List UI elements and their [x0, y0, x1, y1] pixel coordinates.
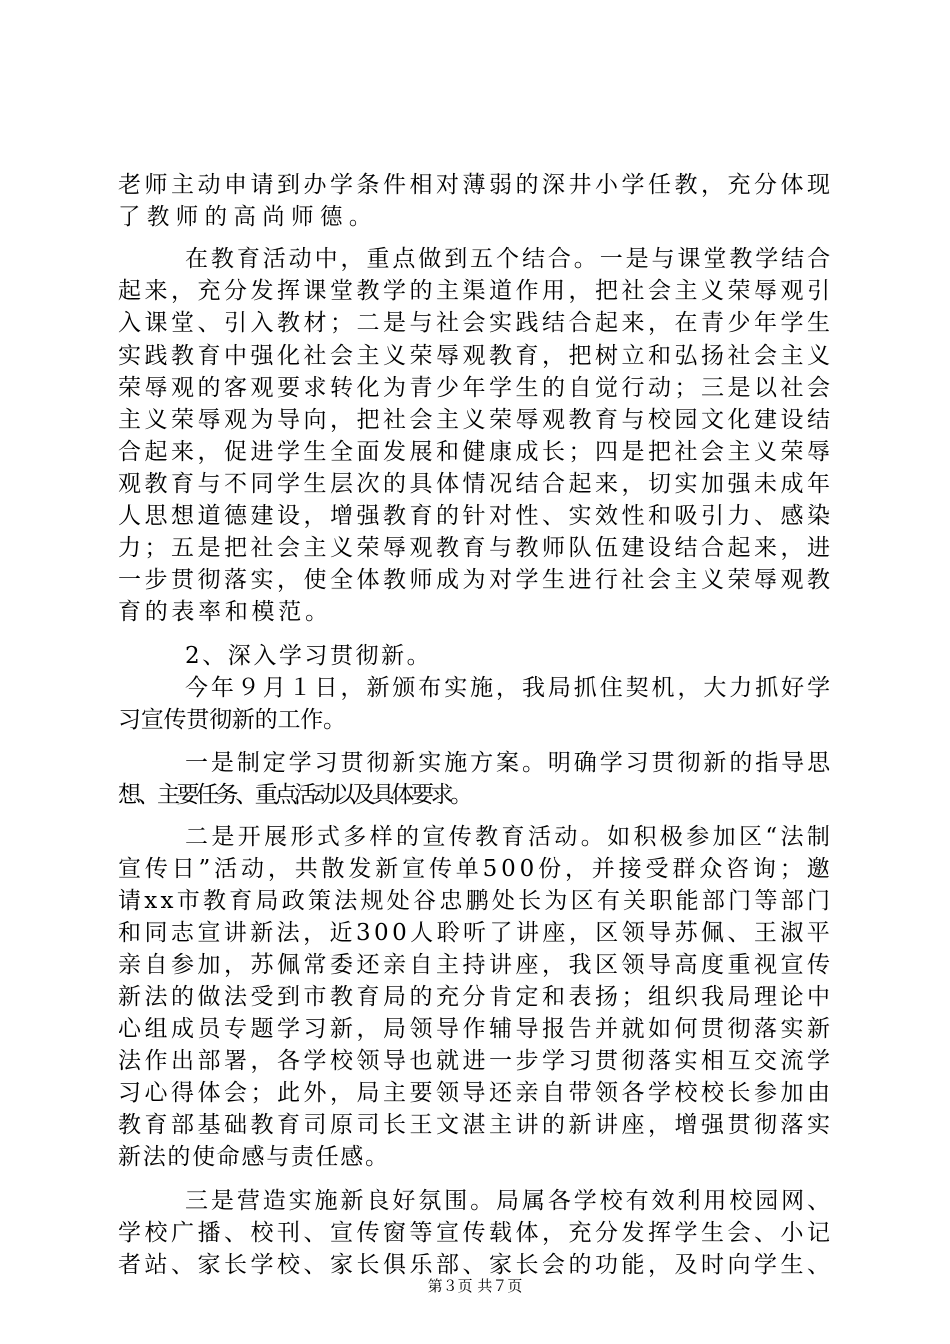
paragraph-line: 一步贯彻落实，使全体教师成为对学生进行社会主义荣辱观教	[118, 567, 834, 593]
paragraph-line: 请xx市教育局政策法规处谷忠鹏处长为区有关职能部门等部门	[118, 888, 834, 914]
paragraph-line: 老师主动申请到办学条件相对薄弱的深井小学任教，充分体现	[118, 172, 834, 198]
paragraph-line: 实践教育中强化社会主义荣辱观教育，把树立和弘扬社会主义	[118, 343, 834, 369]
paragraph-line: 法作出部署，各学校领导也就进一步学习贯彻落实相互交流学	[118, 1048, 834, 1074]
paragraph-line: 心组成员专题学习新，局领导作辅导报告并就如何贯彻落实新	[118, 1016, 834, 1042]
paragraph-line: 观教育与不同学生层次的具体情况结合起来，切实加强未成年	[118, 471, 834, 497]
paragraph-line: 在教育活动中，重点做到五个结合。一是与课堂教学结合	[185, 246, 833, 272]
paragraph-line: 亲自参加，苏佩常委还亲自主持讲座，我区领导高度重视宣传	[118, 952, 834, 978]
paragraph-line: 入课堂、引入教材；二是与社会实践结合起来，在青少年学生	[118, 310, 834, 336]
paragraph-line: 人思想道德建设，增强教育的针对性、实效性和吸引力、感染	[118, 503, 834, 529]
paragraph-line: 合起来，促进学生全面发展和健康成长；四是把社会主义荣辱	[118, 439, 834, 465]
paragraph-line: 主义荣辱观为导向，把社会主义荣辱观教育与校园文化建设结	[118, 407, 834, 433]
paragraph-line: 荣辱观的客观要求转化为青少年学生的自觉行动；三是以社会	[118, 375, 834, 401]
paragraph-line: 三是营造实施新良好氛围。局属各学校有效利用校园网、	[185, 1188, 833, 1214]
paragraph-line: 想、主要任务、重点活动以及具体要求。	[118, 782, 470, 808]
paragraph-line: 今年９月１日，新颁布实施，我局抓住契机，大力抓好学	[185, 675, 833, 701]
paragraph-line: 一是制定学习贯彻新实施方案。明确学习贯彻新的指导思	[185, 750, 833, 776]
paragraph-line: 了教师的高尚师德。	[118, 204, 378, 230]
paragraph-line: 和同志宣讲新法，近300人聆听了讲座，区领导苏佩、王淑平	[118, 920, 834, 946]
paragraph-line: 起来，充分发挥课堂教学的主渠道作用，把社会主义荣辱观引	[118, 278, 834, 304]
paragraph-line: 新法的做法受到市教育局的充分肯定和表扬；组织我局理论中	[118, 984, 834, 1010]
paragraph-line: 习心得体会；此外，局主要领导还亲自带领各学校校长参加由	[118, 1080, 834, 1106]
paragraph-line: 习宣传贯彻新的工作。	[118, 707, 346, 733]
paragraph-line: 宣传日”活动，共散发新宣传单500份，并接受群众咨询；邀	[118, 856, 834, 882]
paragraph-line: 二是开展形式多样的宣传教育活动。如积极参加区“法制	[185, 824, 834, 850]
paragraph-line: 教育部基础教育司原司长王文湛主讲的新讲座，增强贯彻落实	[118, 1112, 834, 1138]
paragraph-line: 力；五是把社会主义荣辱观教育与教师队伍建设结合起来，进	[118, 535, 834, 561]
paragraph-line: 者站、家长学校、家长俱乐部、家长会的功能，及时向学生、	[118, 1252, 834, 1278]
paragraph-line: 2、深入学习贯彻新。	[185, 643, 433, 669]
paragraph-line: 育的表率和模范。	[118, 599, 332, 625]
paragraph-line: 新法的使命感与责任感。	[118, 1144, 390, 1170]
paragraph-line: 学校广播、校刊、宣传窗等宣传载体，充分发挥学生会、小记	[118, 1220, 834, 1246]
page-number-footer: 第３页 共７页	[427, 1277, 523, 1295]
